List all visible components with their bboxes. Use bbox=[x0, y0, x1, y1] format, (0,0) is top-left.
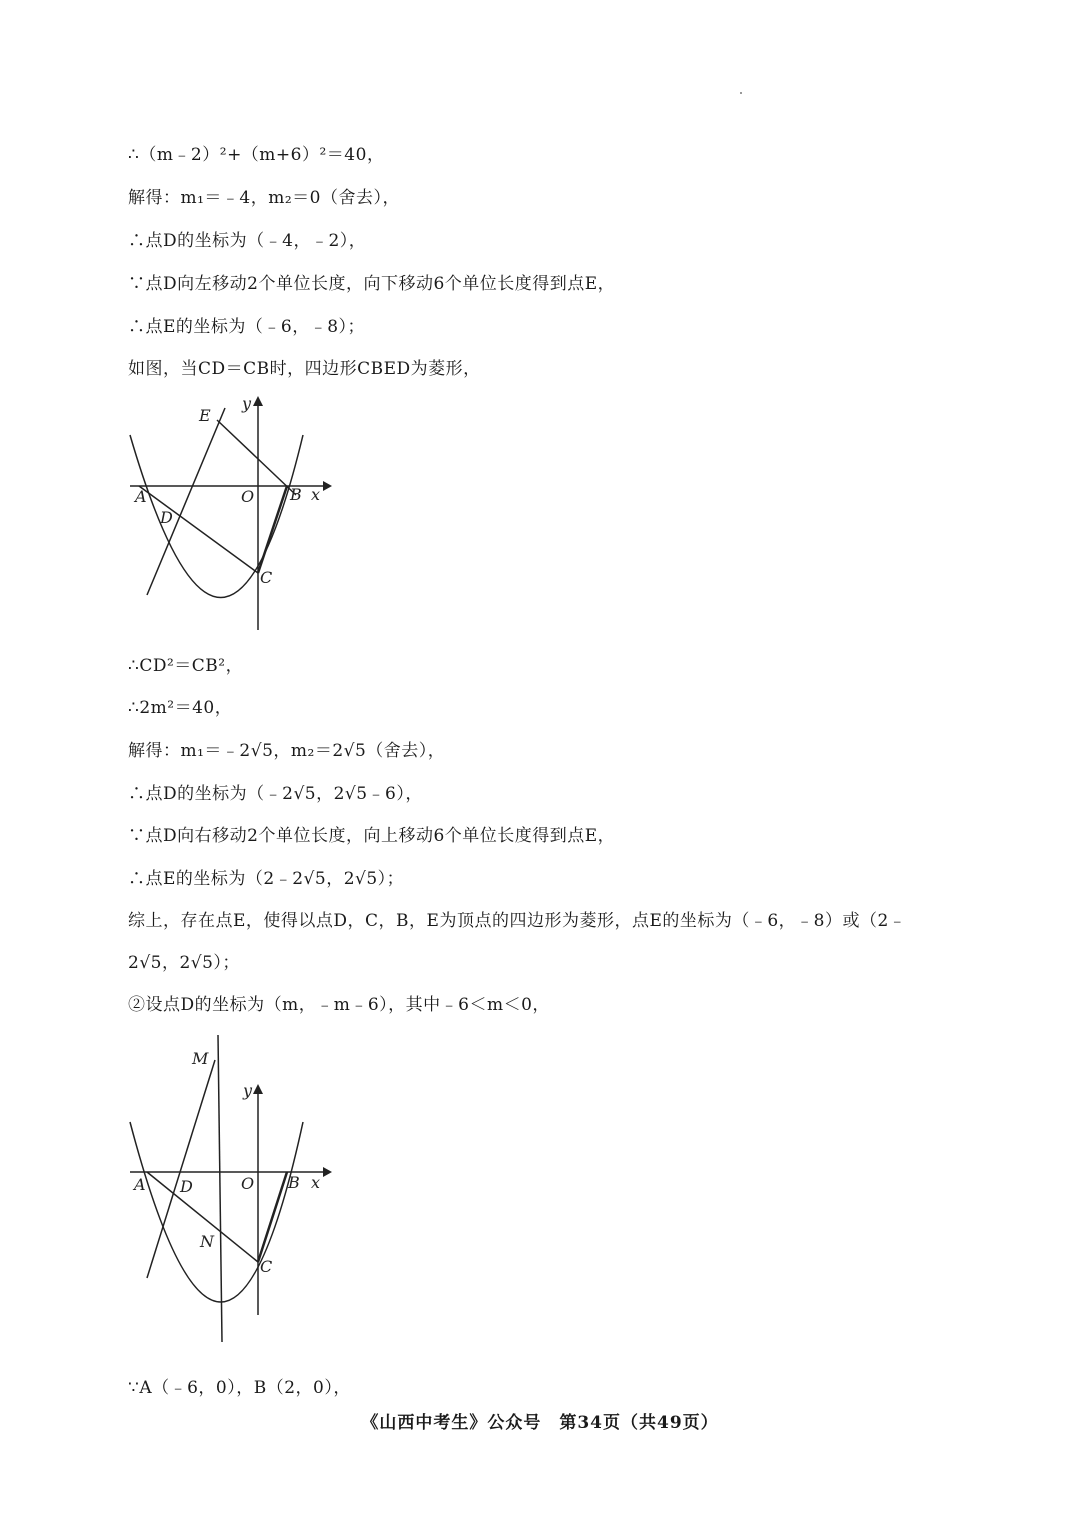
segment-cb bbox=[258, 486, 287, 573]
x-axis-arrow bbox=[323, 1167, 332, 1177]
text-line-1: ∴（m﹣2）²+（m+6）²＝40， bbox=[128, 145, 385, 165]
line-ed bbox=[147, 408, 225, 595]
text-line-14: 2√5，2√5）； bbox=[128, 953, 240, 973]
x-axis-arrow bbox=[323, 481, 332, 491]
label-d: D bbox=[180, 1177, 193, 1196]
page-footer: 《山西中考生》公众号 第34页（共49页） bbox=[361, 1413, 719, 1433]
text-line-5: ∴点E的坐标为（﹣6，﹣8）； bbox=[128, 317, 366, 337]
text-line-4: ∵点D向左移动2个单位长度，向下移动6个单位长度得到点E， bbox=[128, 274, 616, 294]
label-c: C bbox=[260, 1257, 273, 1276]
text-line-7: ∴CD²＝CB²， bbox=[128, 656, 244, 676]
text-line-16: ∵A（﹣6，0），B（2，0）， bbox=[128, 1378, 351, 1398]
text-line-9: 解得：m₁＝﹣2√5，m₂＝2√5（舍去）， bbox=[128, 741, 446, 761]
y-axis-arrow bbox=[253, 396, 263, 406]
text-line-15: ②设点D的坐标为（m，﹣m﹣6），其中﹣6＜m＜0， bbox=[128, 995, 550, 1015]
text-line-13: 综上，存在点E，使得以点D，C，B，E为顶点的四边形为菱形，点E的坐标为（﹣6，﹣8）或（2﹣ bbox=[128, 911, 907, 931]
label-x: x bbox=[311, 1173, 321, 1192]
figure-rhombus-cbed bbox=[125, 390, 335, 635]
label-n: N bbox=[200, 1232, 214, 1251]
line-eb bbox=[217, 420, 296, 495]
text-line-11: ∵点D向右移动2个单位长度，向上移动6个单位长度得到点E， bbox=[128, 826, 616, 846]
label-m: M bbox=[192, 1049, 209, 1068]
label-o: O bbox=[241, 487, 255, 506]
label-x: x bbox=[311, 485, 321, 504]
label-o: O bbox=[241, 1174, 255, 1193]
y-axis-arrow bbox=[253, 1084, 263, 1094]
label-a: A bbox=[134, 1175, 146, 1194]
label-y: y bbox=[242, 394, 252, 413]
label-a: A bbox=[135, 487, 147, 506]
text-line-8: ∴2m²＝40， bbox=[128, 698, 233, 718]
text-line-10: ∴点D的坐标为（﹣2√5，2√5﹣6）， bbox=[128, 784, 423, 804]
figure-mn-segment bbox=[125, 1030, 335, 1345]
text-line-2: 解得：m₁＝﹣4，m₂＝0（舍去）， bbox=[128, 188, 401, 208]
parabola bbox=[130, 1122, 303, 1302]
text-line-3: ∴点D的坐标为（﹣4，﹣2）， bbox=[128, 231, 367, 251]
text-line-6: 如图，当CD＝CB时，四边形CBED为菱形， bbox=[128, 359, 481, 379]
label-c: C bbox=[260, 568, 273, 587]
label-d: D bbox=[160, 508, 173, 527]
segment-cb bbox=[258, 1172, 287, 1262]
line-mn bbox=[218, 1035, 222, 1342]
label-b: B bbox=[288, 1173, 300, 1192]
label-y: y bbox=[243, 1081, 253, 1100]
text-line-12: ∴点E的坐标为（2﹣2√5，2√5）； bbox=[128, 869, 405, 889]
label-b: B bbox=[290, 485, 302, 504]
label-e: E bbox=[199, 406, 211, 425]
scan-dot bbox=[740, 92, 742, 94]
